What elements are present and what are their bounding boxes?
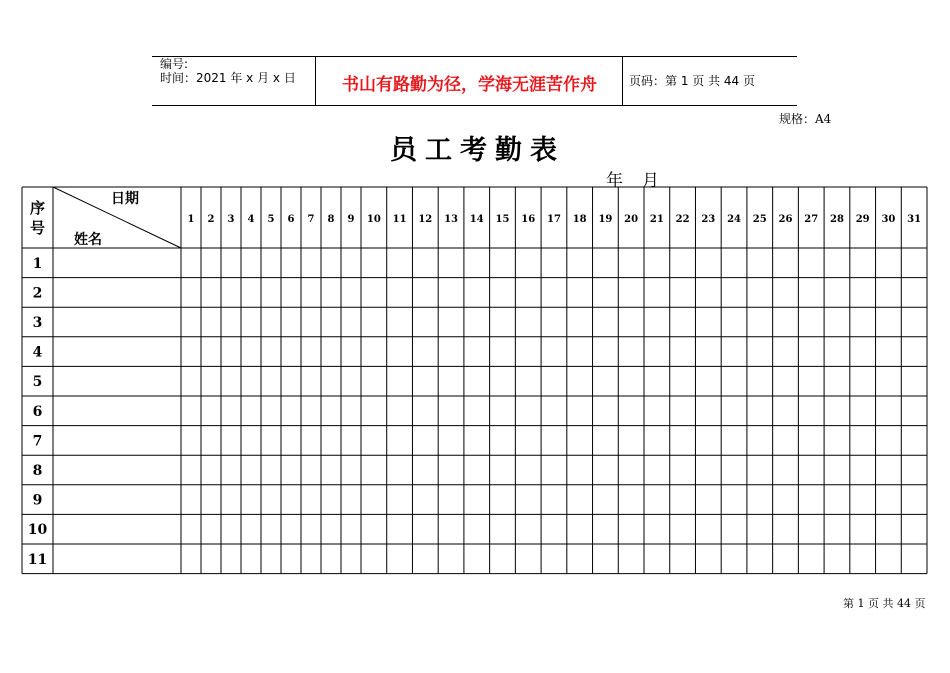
seq-header-char: 序 [29, 199, 46, 217]
page-footer: 第 1 页 共 44 页 [843, 597, 926, 610]
day-number-20: 20 [624, 214, 639, 225]
day-number-18: 18 [572, 214, 587, 225]
day-number-16: 16 [521, 214, 536, 225]
day-number-6: 6 [287, 214, 295, 225]
row-number-8: 8 [32, 463, 43, 479]
day-number-29: 29 [855, 214, 870, 225]
day-number-13: 13 [444, 214, 459, 225]
row-number-9: 9 [32, 492, 43, 509]
day-number-28: 28 [829, 214, 844, 225]
row-number-11: 11 [27, 551, 48, 568]
page-title: 员工考勤表 [390, 135, 565, 166]
row-number-10: 10 [27, 522, 48, 539]
day-number-23: 23 [701, 214, 716, 225]
day-number-30: 30 [881, 214, 896, 225]
day-number-11: 11 [392, 214, 407, 225]
day-number-12: 12 [418, 214, 433, 225]
row-number-4: 4 [32, 344, 43, 361]
day-number-14: 14 [469, 214, 484, 225]
day-number-21: 21 [649, 214, 664, 225]
seq-header-char: 号 [29, 219, 46, 237]
day-number-2: 2 [207, 214, 215, 225]
day-number-8: 8 [327, 214, 335, 225]
year-label: 年 [606, 171, 623, 191]
row-number-3: 3 [32, 315, 43, 331]
day-number-22: 22 [675, 214, 690, 225]
row-number-6: 6 [32, 403, 43, 420]
day-number-4: 4 [247, 214, 255, 225]
date-header-label: 日期 [111, 191, 139, 207]
day-number-9: 9 [347, 214, 355, 225]
row-number-5: 5 [32, 374, 43, 391]
day-number-5: 5 [267, 214, 275, 225]
day-number-19: 19 [598, 214, 613, 225]
row-number-7: 7 [32, 433, 43, 450]
day-number-3: 3 [227, 214, 235, 225]
motto-text: 书山有路勤为径，学海无涯苦作舟 [342, 75, 597, 95]
row-number-2: 2 [32, 285, 43, 302]
day-number-24: 24 [727, 214, 742, 225]
document-time-label: 时间：2021 年 x 月 x 日 [160, 71, 296, 85]
day-number-31: 31 [907, 214, 922, 225]
day-number-25: 25 [752, 214, 767, 225]
day-number-26: 26 [778, 214, 793, 225]
row-number-1: 1 [32, 255, 43, 272]
day-number-10: 10 [366, 214, 381, 225]
day-number-27: 27 [804, 214, 819, 225]
name-header-label: 姓名 [74, 232, 102, 248]
day-number-15: 15 [495, 214, 510, 225]
paper-spec: 规格：A4 [779, 112, 832, 126]
day-number-17: 17 [546, 214, 561, 225]
document-number-label: 编号: [160, 57, 189, 71]
page-number-label: 页码：第 1 页 共 44 页 [629, 74, 755, 88]
day-number-1: 1 [187, 214, 195, 225]
month-label: 月 [642, 171, 659, 191]
day-number-7: 7 [307, 214, 315, 225]
